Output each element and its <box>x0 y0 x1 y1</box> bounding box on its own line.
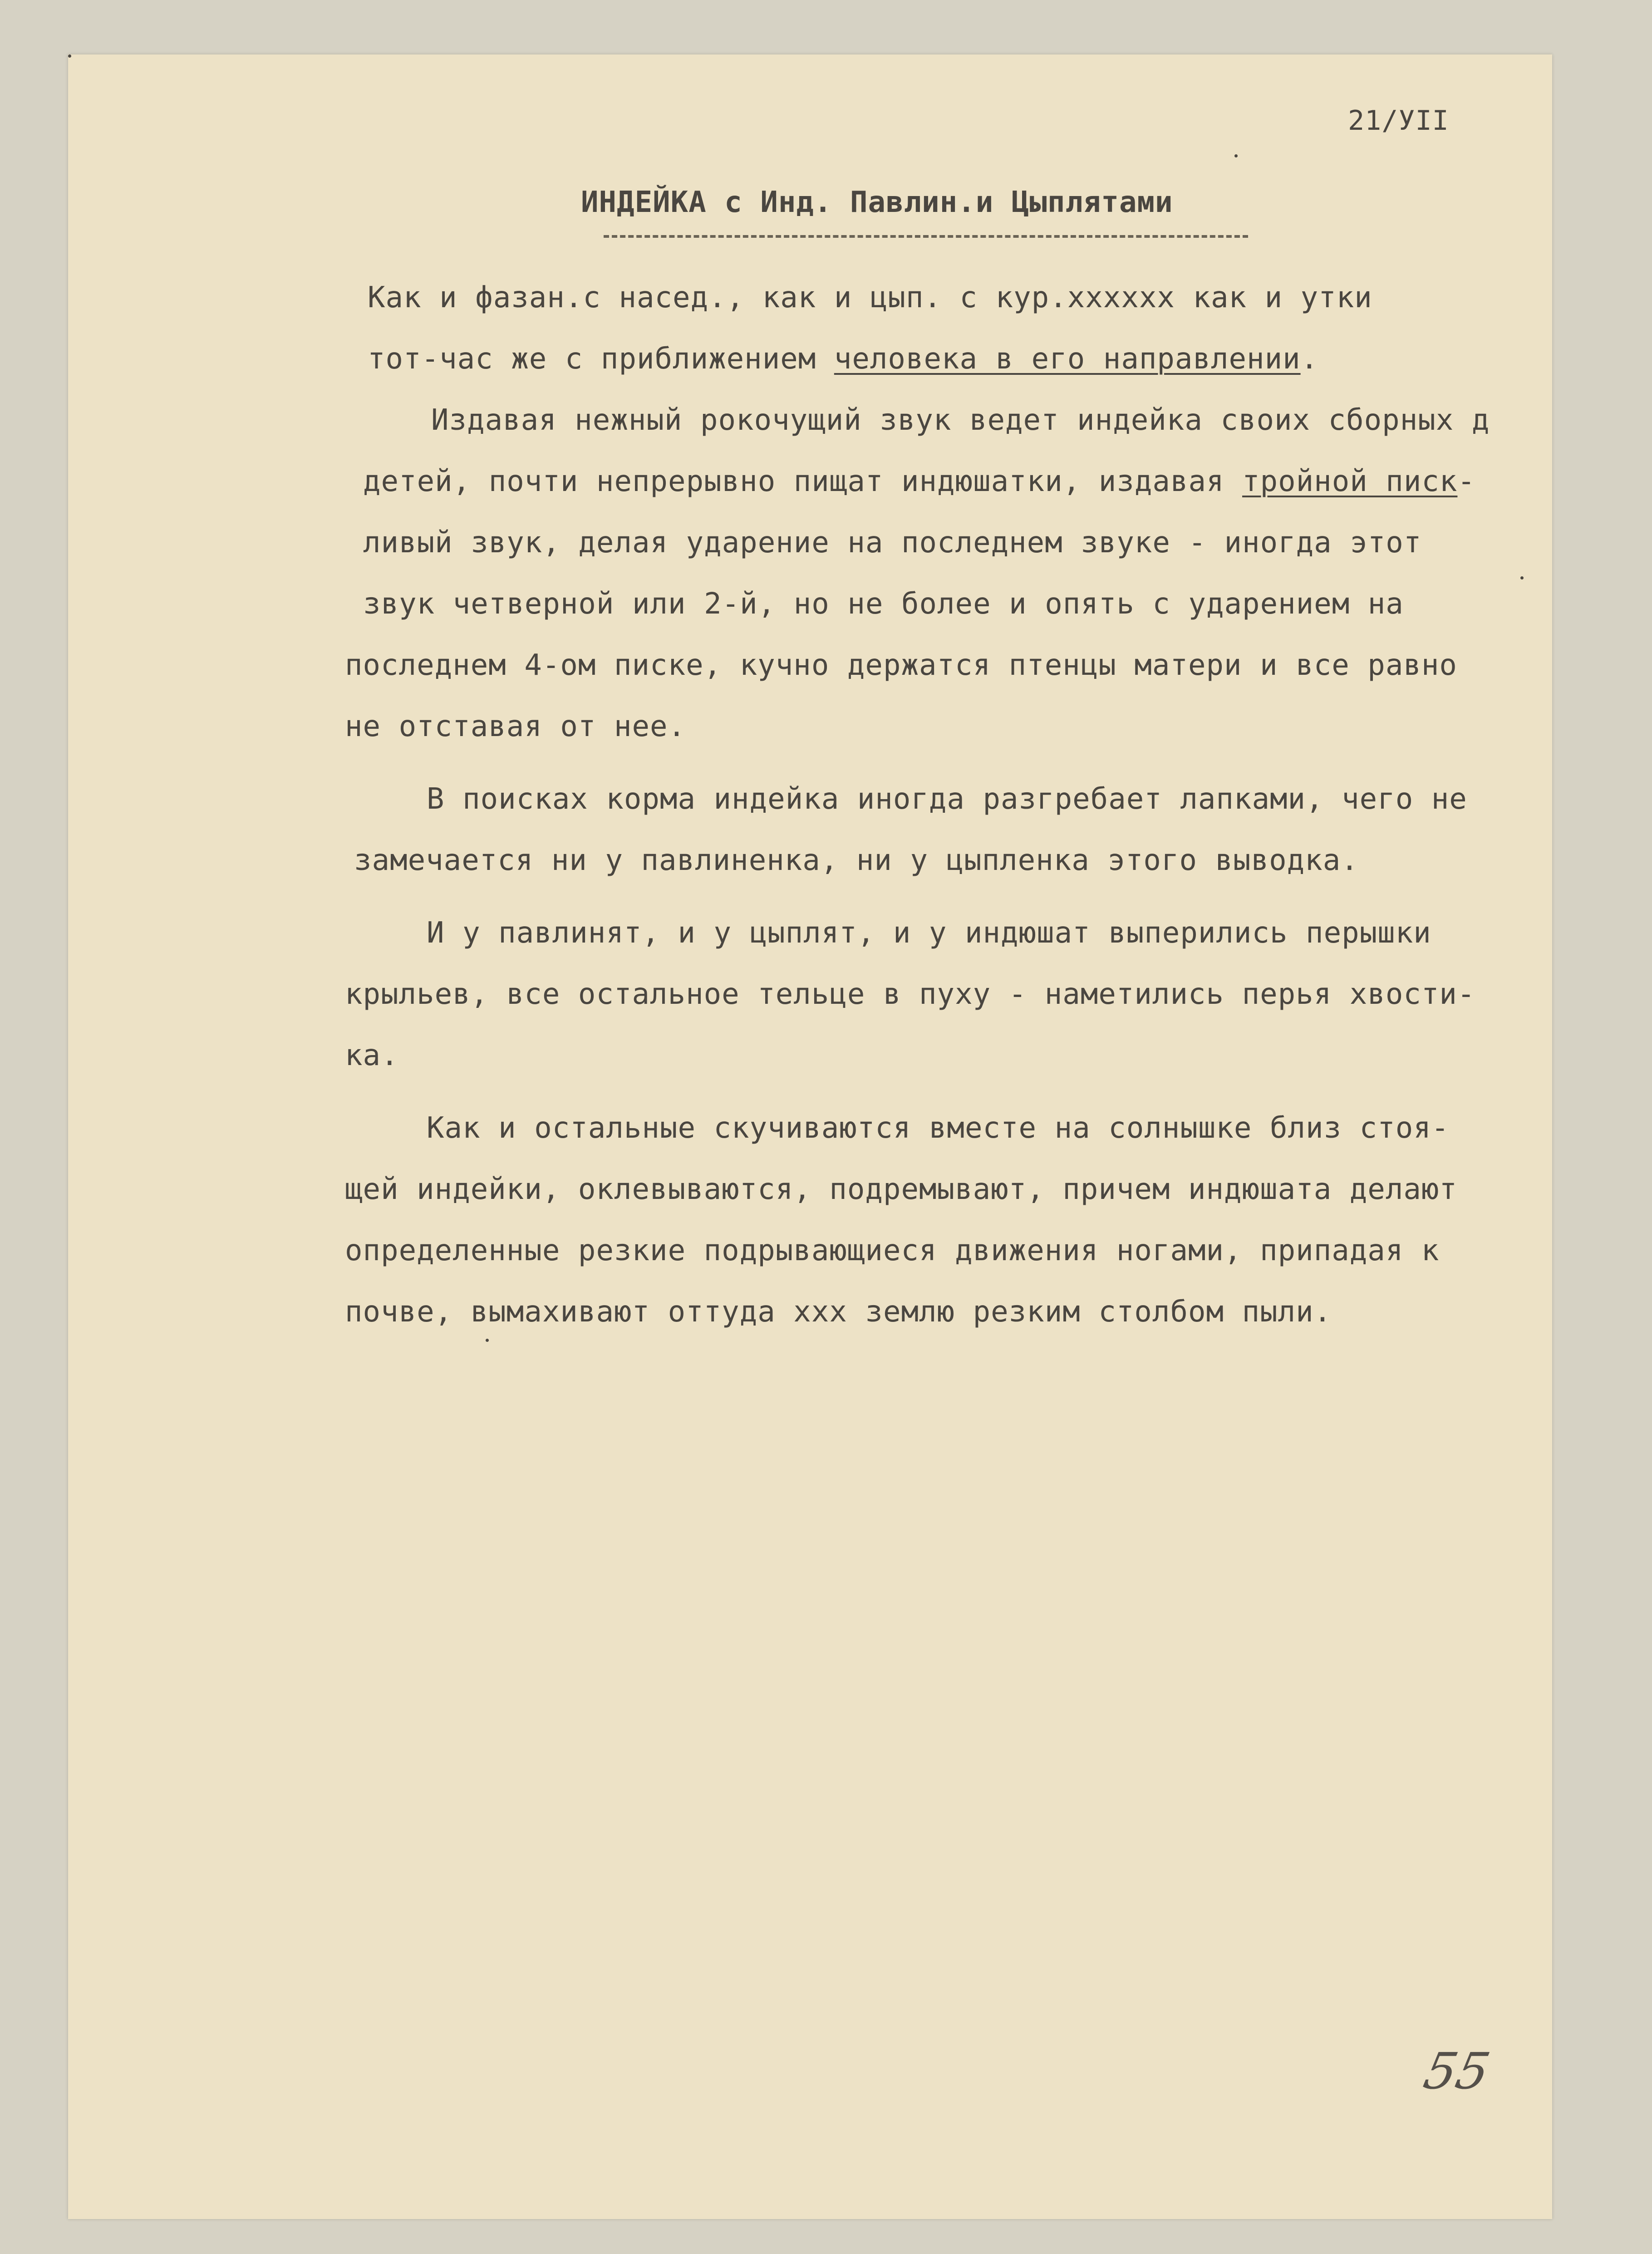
underlined-phrase: человека в его направлении <box>834 342 1301 376</box>
text-line-13: ка. <box>345 1039 399 1072</box>
text-line-17: почве, вымахивают оттуда ххх землю резким столбом пыли. <box>345 1295 1332 1329</box>
text-line-2-end: . <box>1300 342 1319 376</box>
text-line-2 <box>368 343 1318 375</box>
text-line-9: В поисках корма индейка иногда разгребает лапками, чего не <box>427 782 1467 816</box>
handwritten-page-number: 55 <box>1419 2042 1495 2100</box>
typed-page <box>68 54 1552 2219</box>
text-line-11: И у павлинят, и у цыплят, и у индюшат выперились перышки <box>427 916 1431 950</box>
text-line-5: ливый звук, делая ударение на последнем звуке - иногда этот <box>363 526 1422 560</box>
body-text <box>277 281 1602 1370</box>
text-line-3: Издавая нежный рокочущий звук ведет индейка своих сборных д <box>431 403 1490 437</box>
text-line-2-start: тот-час же с приближением <box>368 342 834 376</box>
text-line-10: замечается ни у павлиненка, ни у цыпленка этого выводка. <box>354 844 1359 877</box>
paper-speck <box>1234 154 1238 157</box>
text-line-4-start: детей, почти непрерывно пищат индюшатки, издавая <box>363 465 1243 498</box>
reference-code: 21/УII <box>1348 105 1449 137</box>
text-line-15: щей индейки, оклевываются, подремывают, причем индюшата делают <box>345 1173 1457 1206</box>
text-line-6: звук четверной или 2-й, но не более и опять с ударением на <box>363 587 1404 621</box>
text-line-12: крыльев, все остальное тельце в пуху - наметились перья хвости- <box>345 977 1475 1011</box>
title-underline <box>604 235 1248 238</box>
underlined-word: тройной писк <box>1242 465 1458 498</box>
paper-speck <box>486 1339 489 1342</box>
page-title: ИНДЕЙКА с Инд. Павлин.и Цыплятами <box>581 186 1173 219</box>
text-line-7: последнем 4-ом писке, кучно держатся птенцы матери и все равно <box>345 648 1457 682</box>
text-line-1: Как и фазан.с насед., как и цып. с кур.хххххх как и утки <box>368 281 1372 314</box>
text-line-4 <box>363 465 1475 498</box>
text-line-16: определенные резкие подрывающиеся движения ногами, припадая к <box>345 1234 1440 1267</box>
text-line-8: не отставая от нее. <box>345 710 686 743</box>
text-line-14: Как и остальные скучиваются вместе на солнышке близ стоя- <box>427 1111 1450 1145</box>
paper-speck <box>68 54 71 58</box>
text-line-4-end: - <box>1457 465 1475 498</box>
paper-speck <box>1520 576 1524 579</box>
